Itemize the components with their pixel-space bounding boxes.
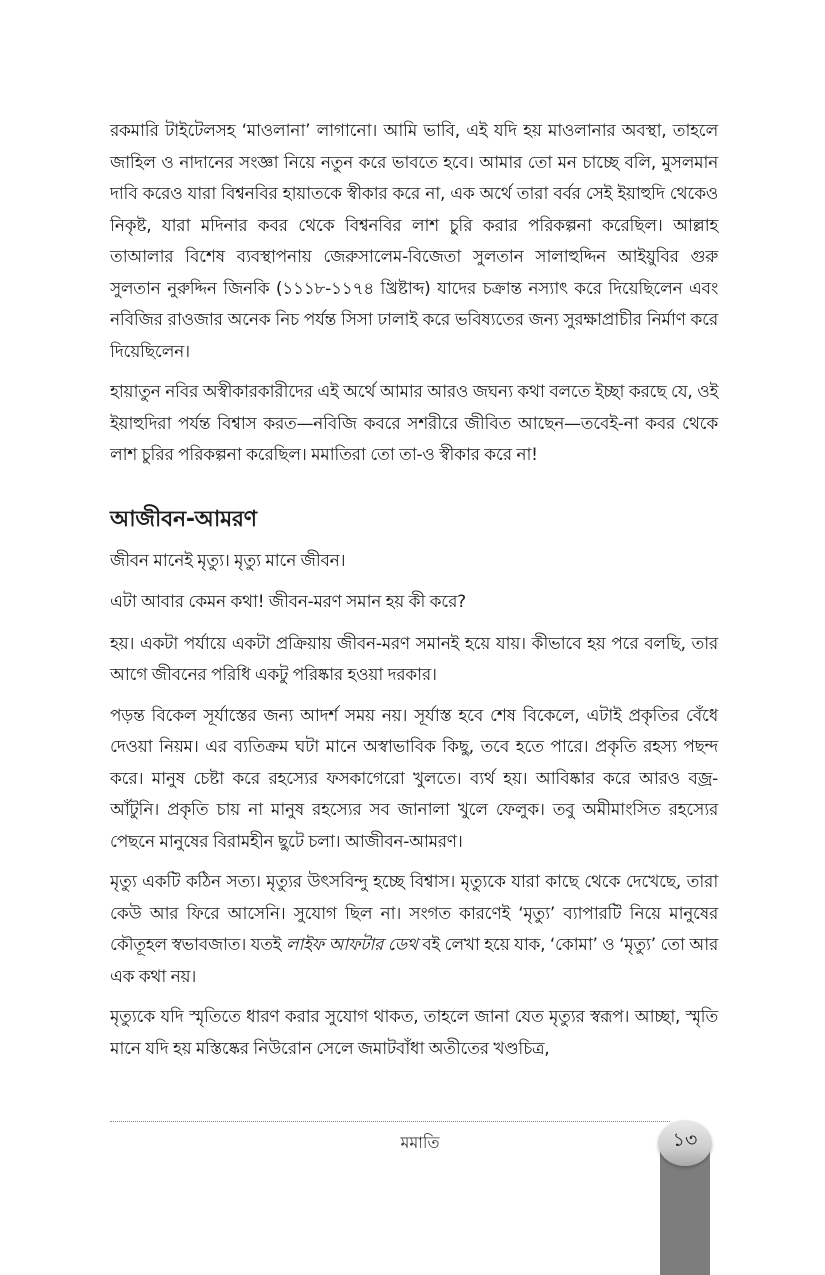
paragraph: জীবন মানেই মৃত্যু। মৃত্যু মানে জীবন।	[110, 550, 346, 571]
section-heading: আজীবন-আমরণ	[110, 506, 257, 532]
running-footer-title: মমাতি	[400, 1133, 440, 1152]
paragraph: মৃত্যুকে যদি স্মৃতিতে ধারণ করার সুযোগ থাকত, তাহলে জানা যেত মৃত্যুর স্বরূপ। আচ্ছা, স্মৃতি মানে যদি হয় মস্তিষ্কের নিউরোন সেলে জমাটবাঁধা অতীতের খণ্ডচিত্র,	[110, 1007, 718, 1059]
paragraph-text: বই লেখা হয়ে যাক, ‘কোমা’ ও ‘মৃত্যু’ তো আর এক কথা নয়।	[110, 935, 718, 987]
paragraph: হায়াতুন নবির অস্বীকারকারীদের এই অর্থে আমার আরও জঘন্য কথা বলতে ইচ্ছা করছে যে, ওই ইয়াহুদিরা পর্যন্ত বিশ্বাস করত—নবিজি কবরে সশরীরে জীবিত আছেন—তবেই-না কবর থেকে লাশ চুরির পরিকল্পনা করেছিল। মমাতিরা তো তা-ও স্বীকার করে না!	[110, 382, 718, 465]
paragraph-text: মৃত্যু একটি কঠিন সত্য। মৃত্যুর উৎসবিন্দু হচ্ছে বিশ্বাস। মৃত্যুকে যারা কাছে থেকে দেখেছে, তারা কেউ আর ফিরে আসেনি। সুযোগ ছিল না। সংগত কারণেই ‘মৃত্যু’ ব্যাপারটি নিয়ে মানুষের কৌতূহল স্বভাবজাত। যতই	[110, 872, 718, 955]
paragraph: হয়। একটা পর্যায়ে একটা প্রক্রিয়ায় জীবন-মরণ সমানই হয়ে যায়। কীভাবে হয় পরে বলছি, তার আগে জীবনের পরিধি একটু পরিষ্কার হওয়া দরকার।	[110, 633, 718, 685]
footer-divider	[110, 1121, 670, 1122]
paragraph: এটা আবার কেমন কথা! জীবন-মরণ সমান হয় কী করে?	[110, 592, 466, 612]
paragraph: রকমারি টাইটেলসহ ‘মাওলানা’ লাগানো। আমি ভাবি, এই যদি হয় মাওলানার অবস্থা, তাহলে জাহিল ও নাদানের সংজ্ঞা নিয়ে নতুন করে ভাবতে হবে। আমার তো মন চাচ্ছে বলি, মুসলমান দাবি করেও যারা বিশ্বনবির হায়াতকে স্বীকার করে না, এক অর্থে তারা বর্বর সেই ইয়াহুদি থেকেও নিকৃষ্ট, যারা মদিনার কবর থেকে বিশ্বনবির লাশ চুরি করার পরিকল্পনা করেছিল। আল্লাহ তাআলার বিশেষ ব্যবস্থাপনায় জেরুসালেম-বিজেতা সুলতান সালাহুদ্দিন আইয়ুবির গুরু সুলতান নুরুদ্দিন জিনকি (১১১৮-১১৭৪ খ্রিষ্টাব্দ) যাদের চক্রান্ত নস্যাৎ করে দিয়েছিলেন এবং নবিজির রাওজার অনেক নিচ পর্যন্ত সিসা ঢালাই করে ভবিষ্যতের জন্য সুরক্ষাপ্রাচীর নির্মাণ করে দিয়েছিলেন।	[110, 121, 718, 362]
paragraph: পড়ন্ত বিকেল সূর্যাস্তের জন্য আদর্শ সময় নয়। সূর্যাস্ত হবে শেষ বিকেলে, এটাই প্রকৃতির বেঁধে দেওয়া নিয়ম। এর ব্যতিক্রম ঘটা মানে অস্বাভাবিক কিছু, তবে হতে পারে। প্রকৃতি রহস্য পছন্দ করে। মানুষ চেষ্টা করে রহস্যের ফসকাগেরো খুলতে। ব্যর্থ হয়। আবিষ্কার করে আরও বজ্র-আঁটুনি। প্রকৃতি চায় না মানুষ রহস্যের সব জানালা খুলে ফেলুক। তবু অমীমাংসিত রহস্যের পেছনে মানুষের বিরামহীন ছুটে চলা। আজীবন-আমরণ।	[110, 705, 718, 852]
book-title-italic: লাইফ আফটার ডেথ	[285, 935, 418, 955]
page-body	[110, 116, 718, 1074]
paragraph-mrityu	[110, 867, 718, 993]
page-number: ১৩	[672, 1129, 698, 1151]
